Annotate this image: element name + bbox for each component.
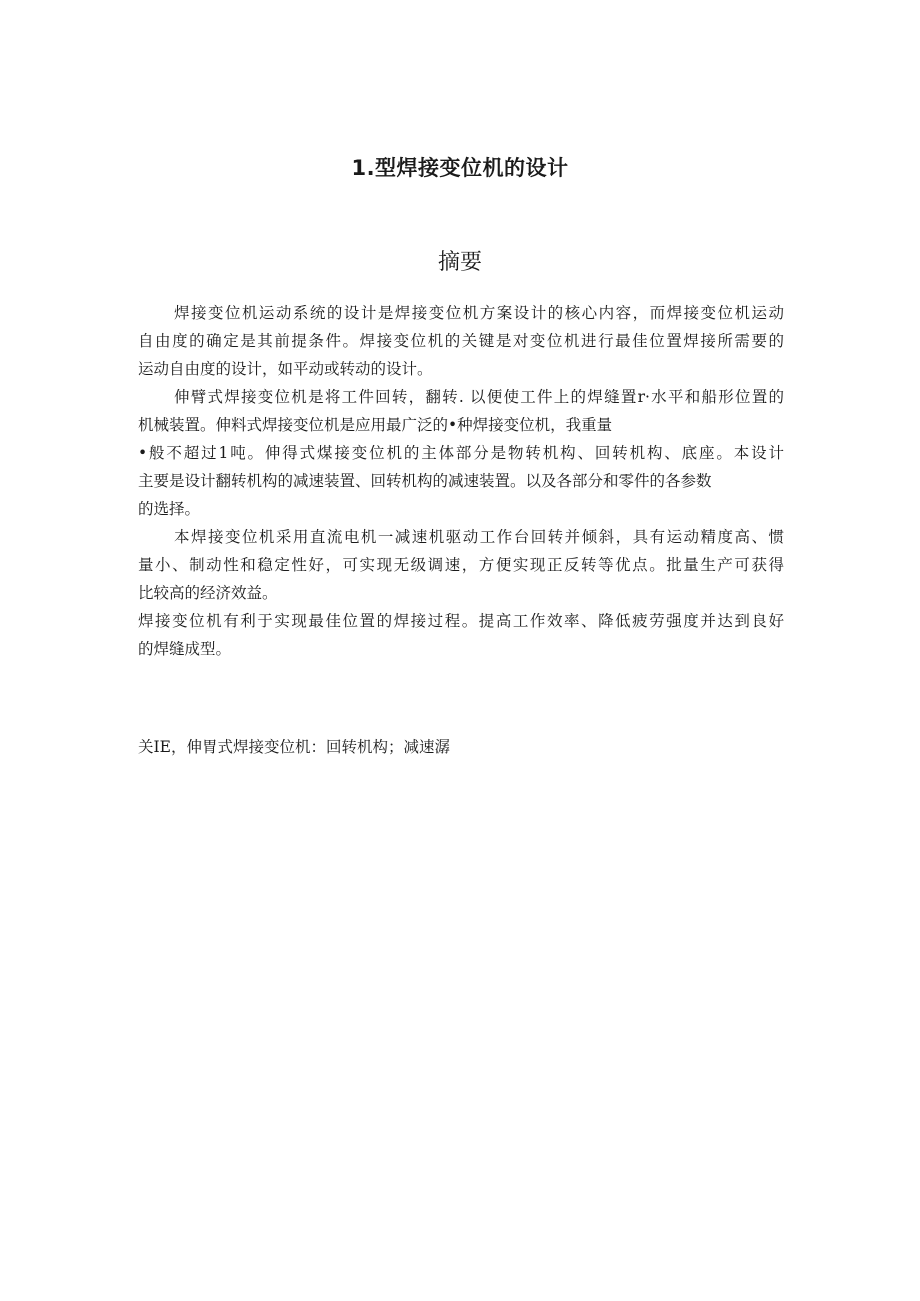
abstract-heading: 摘要 [437, 250, 482, 275]
document-title: 1.型焊接变位机的设计 [351, 156, 569, 180]
paragraph-line: 机械装置。伸料式焊接变位机是应用最广泛的•种焊接变位机，我重量 [138, 416, 613, 434]
paragraph-line: 焊接变位机运动系统的设计是焊接变位机方案设计的核心内容，而焊接变位机运动 [174, 304, 784, 322]
paragraph-line: 主要是设计翻转机构的减速装置、回转机构的减速装置。以及各部分和零件的各参数 [138, 472, 712, 490]
paragraph-line: 运动自由度的设计，如平动或转动的设计。 [138, 360, 433, 378]
paragraph-line: •般不超过1吨。伸得式煤接变位机的主体部分是物转机构、回转机构、底座。本设计 [138, 444, 784, 462]
abstract-body [138, 299, 784, 663]
paragraph-line: 本焊接变位机采用直流电机一减速机驱动工作台回转并倾斜，具有运动精度高、惯 [174, 528, 784, 546]
paragraph-line: 量小、制动性和稳定性好，可实现无级调速，方便实现正反转等优点。批量生产可获得 [138, 556, 784, 574]
paragraph-line: 焊接变位机有利于实现最佳位置的焊接过程。提高工作效率、降低疲劳强度并达到良好 [138, 612, 784, 630]
paragraph-line: 比较高的经济效益。 [138, 584, 278, 602]
paragraph-line: 伸臂式焊接变位机是将工件回转，翻转. 以便使工件上的焊缝置r·水平和船形位置的 [174, 388, 784, 406]
paragraph-line: 的焊缝成型。 [138, 640, 232, 658]
keywords-line: 关IE，伸胃式焊接变位机：回转机构；减速潺 [138, 738, 450, 756]
paragraph-line: 的选择。 [138, 500, 201, 518]
paragraph-line: 自由度的确定是其前提条件。焊接变位机的关键是对变位机进行最佳位置焊接所需要的 [138, 332, 784, 350]
